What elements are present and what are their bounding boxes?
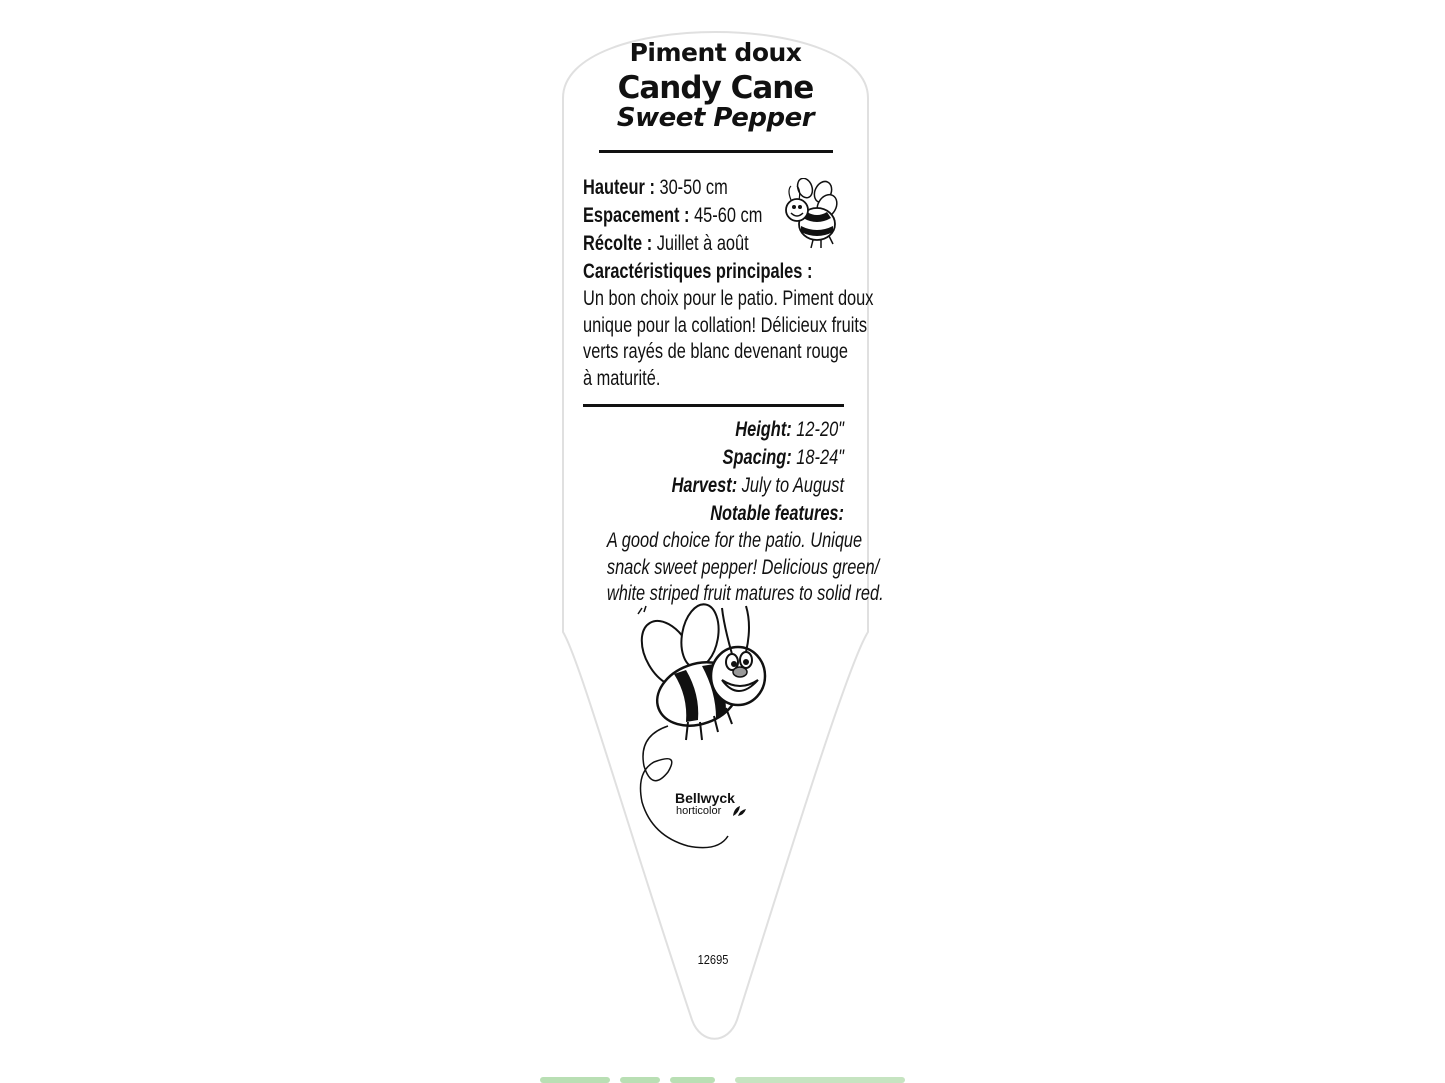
english-harvest-value: July to August [741, 474, 844, 497]
brand-logo-subtitle: horticolor [676, 805, 722, 817]
english-spacing-label: Spacing: [722, 446, 792, 469]
french-desc-line: Un bon choix pour le patio. Piment doux [583, 287, 874, 310]
common-name-english: Sweet Pepper [616, 103, 815, 133]
title-divider [599, 150, 833, 153]
french-spacing-label: Espacement : [583, 204, 690, 227]
french-description [583, 286, 874, 392]
french-info [583, 174, 874, 392]
product-code: 12695 [697, 952, 729, 967]
french-height-label: Hauteur : [583, 176, 655, 199]
english-height-row [607, 416, 844, 444]
english-features-row [607, 500, 844, 528]
bee-illustration [628, 596, 778, 866]
english-info [606, 416, 884, 608]
english-harvest-row [607, 472, 844, 500]
partial-logo-mark [530, 1071, 920, 1083]
french-height-row [583, 174, 794, 202]
french-desc-line: à maturité. [583, 366, 661, 390]
variety-name: Candy Cane [617, 70, 814, 106]
bee-icon [783, 178, 851, 252]
french-desc-line: verts rayés de blanc devenant rouge [583, 340, 848, 363]
french-height-value: 30-50 cm [659, 176, 728, 199]
french-harvest-label: Récolte : [583, 232, 653, 255]
english-desc-line: A good choice for the patio. Unique [606, 529, 863, 552]
english-features-label: Notable features: [710, 502, 844, 525]
french-spacing-value: 45-60 cm [694, 204, 763, 227]
english-spacing-row [607, 444, 844, 472]
english-height-label: Height: [735, 418, 792, 441]
leaf-icon [731, 804, 747, 818]
french-spacing-row [583, 202, 794, 230]
english-desc-line: white striped fruit matures to solid red. [606, 582, 884, 605]
common-name-french: Piment doux [629, 38, 802, 67]
french-harvest-row [583, 230, 794, 258]
english-spacing-value: 18-24" [796, 446, 844, 469]
french-harvest-value: Juillet à août [656, 232, 749, 255]
french-desc-line: unique pour la collation! Délicieux fruits [583, 313, 868, 337]
brand-logo-name: Bellwyck [675, 790, 735, 806]
french-features-row [583, 258, 813, 286]
language-divider [583, 404, 844, 407]
french-features-label: Caractéristiques principales : [583, 260, 813, 283]
english-harvest-label: Harvest: [671, 474, 738, 497]
english-height-value: 12-20" [796, 418, 844, 441]
english-desc-line: snack sweet pepper! Delicious green/ [606, 555, 880, 579]
